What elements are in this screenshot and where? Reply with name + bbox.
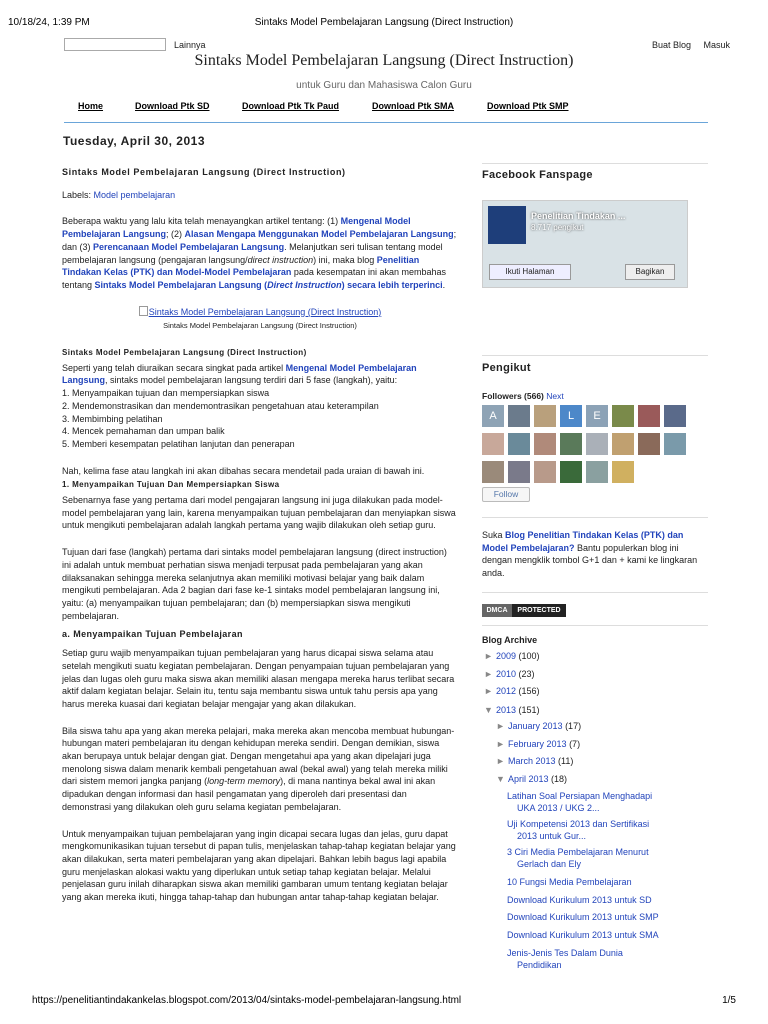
archive-post-link[interactable]: Download Kurikulum 2013 untuk SMA: [507, 930, 659, 940]
followers-label: [482, 391, 564, 401]
follower-avatar[interactable]: [560, 461, 582, 483]
paragraph: Sebenarnya fase yang pertama dari model pengajaran langsung ini juga dilakukan pada model-model pembelajaran yang lain, karena menyampaikan tujuan pembelajaran dan menyiapkan siswa untuk mengikuti pembelajaran adalah langkah pertama yang wajib dilakukan oleh setiap guru.: [62, 495, 456, 531]
nav-download-ptk-tk-paud[interactable]: Download Ptk Tk Paud: [242, 101, 340, 111]
follower-avatar[interactable]: [508, 433, 530, 455]
post-link-line: Pendidikan: [517, 959, 562, 970]
link-mengenal[interactable]: Mengenal Model Pembelajaran Langsung: [62, 216, 411, 240]
sidebar-divider: [482, 592, 708, 593]
section-heading: Sintaks Model Pembelajaran Langsung (Direct Instruction): [62, 348, 307, 358]
archive-year-2012[interactable]: [484, 686, 540, 696]
archive-month-link[interactable]: April 2013: [508, 774, 549, 784]
follower-avatar[interactable]: E: [586, 405, 608, 427]
phases-intro: [62, 362, 458, 451]
broken-image-icon: [139, 306, 148, 316]
post-link-line: UKA 2013 / UKG 2...: [517, 802, 600, 813]
archive-month-link[interactable]: March 2013: [508, 756, 556, 766]
archive-year-link[interactable]: 2009: [496, 651, 517, 661]
follower-avatar[interactable]: [560, 433, 582, 455]
image-alt-text: Sintaks Model Pembelajaran Langsung (Direct Instruction): [148, 306, 382, 317]
expand-arrow-icon[interactable]: ►: [496, 756, 505, 766]
collapse-arrow-icon[interactable]: ▼: [496, 774, 505, 784]
intro-text: ; (2): [166, 229, 185, 240]
phase-item: 4. Mencek pemahaman dan umpan balik: [62, 426, 225, 437]
follower-avatar[interactable]: [534, 461, 556, 483]
suka-blog-link[interactable]: Blog Penelitian Tindakan Kelas (PTK) dan Model Pembelajaran?: [482, 530, 684, 553]
nav-download-ptk-sd[interactable]: Download Ptk SD: [135, 101, 210, 111]
archive-count: (18): [551, 774, 568, 784]
intro-text: pada kesempatan ini akan membahas tentang: [62, 267, 446, 290]
phase1-heading: 1. Menyampaikan Tujuan Dan Mempersiapkan Siswa: [62, 480, 280, 490]
archive-post-link[interactable]: [507, 847, 707, 870]
follower-avatar[interactable]: [508, 405, 530, 427]
intro-italic: direct instruction: [247, 254, 314, 265]
paragraph: [62, 725, 458, 814]
paragraph-text: ), di mana nantinya bekal awal ini akan dipadukan dengan informasi dan hasil pengamatan yang diperoleh dari presentasi dan demonstrasi yang dilakukan oleh guru selama kegiatan pembelajaran.: [62, 776, 436, 812]
expand-arrow-icon[interactable]: ►: [484, 686, 493, 696]
link-alasan[interactable]: Alasan Mengapa Menggunakan Model Pembelajaran Langsung: [184, 229, 454, 240]
expand-arrow-icon[interactable]: ►: [496, 721, 505, 731]
print-title: Sintaks Model Pembelajaran Langsung (Direct Instruction): [254, 17, 514, 28]
labels-prefix: Labels:: [62, 189, 94, 200]
archive-year-2010[interactable]: [484, 669, 535, 679]
nav-divider: [64, 122, 708, 123]
follower-avatar[interactable]: [612, 405, 634, 427]
nav-download-ptk-smp[interactable]: Download Ptk SMP: [487, 101, 569, 111]
facebook-page-name[interactable]: Penelitian Tindakan ...: [531, 211, 626, 221]
link-part: ) secara lebih terperinci: [341, 279, 443, 290]
phase-item: 1. Menyampaikan tujuan dan mempersiapkan siswa: [62, 388, 270, 399]
navbar-search-input[interactable]: [64, 38, 166, 51]
intro-paragraph: [62, 215, 458, 291]
follower-avatar[interactable]: [664, 433, 686, 455]
paragraph: Tujuan dari fase (langkah) pertama dari sintaks model pembelajaran langsung (direct instruction) ini adalah untuk membuat perhatian siswa menjadi terpusat pada pembelajaran yang akan dilaksanakan sehingga mereka selanjutnya akan memiliki motivasi belajar yang baik dalam mengikuti pembelajaran. Ada 2 bagian dari fase ke-1 sintaks model pembelajaran langsung ini, yaitu: (a) menyampaikan tujuan pembelajaran; dan (b) mempersiapkan siswa mengikuti pembelajaran.: [62, 547, 447, 621]
blog-description: untuk Guru dan Mahasiswa Calon Guru: [296, 80, 472, 91]
post-link-line: 3 Ciri Media Pembelajaran Menurut: [507, 847, 649, 857]
paragraph-italic: long-term memory: [207, 776, 281, 787]
navbar-more-link[interactable]: Lainnya: [174, 40, 206, 50]
post-link-line: Jenis-Jenis Tes Dalam Dunia: [507, 948, 623, 958]
archive-year-link[interactable]: 2012: [496, 686, 517, 696]
archive-month-apr-2013[interactable]: [496, 774, 567, 784]
phase-item: 3. Membimbing pelatihan: [62, 413, 163, 424]
nav-home[interactable]: Home: [78, 101, 104, 111]
intro-text: ; dan (3): [62, 229, 457, 252]
followers-count: Followers (566): [482, 391, 544, 401]
intro-text: Beberapa waktu yang lalu kita telah menayangkan artikel tentang: (1): [62, 216, 341, 227]
label-link[interactable]: Model pembelajaran: [93, 189, 176, 200]
follower-avatar[interactable]: [586, 433, 608, 455]
intro-text: . Melanjutkan seri tulisan tentang model pembelajaran langsung (pengajaran langsung/: [62, 241, 443, 265]
date-header: Tuesday, April 30, 2013: [63, 134, 206, 148]
suka-text-part: Bantu populerkan blog ini dengan mengklik tombol G+1 dan + kami ke lingkaran anda.: [482, 542, 698, 579]
image-caption: Sintaks Model Pembelajaran Langsung (Direct Instruction): [163, 321, 357, 331]
nav-download-ptk-sma[interactable]: Download Ptk SMA: [372, 101, 455, 111]
blog-archive-title: Blog Archive: [482, 635, 538, 645]
intro-text: ) ini, maka blog: [313, 254, 377, 265]
follower-avatar[interactable]: [482, 433, 504, 455]
print-url: https://penelitiantindakankelas.blogspot.com/2013/04/sintaks-model-pembelajaran-langsung.html: [32, 995, 462, 1006]
expand-arrow-icon[interactable]: ►: [484, 651, 493, 661]
phase-item: 2. Mendemonstrasikan dan mendemontrasikan pengetahuan atau keterampilan: [62, 400, 379, 411]
facebook-fanspage-title: Facebook Fanspage: [482, 169, 593, 181]
suka-text-part: Suka: [482, 530, 506, 540]
follower-avatar[interactable]: A: [482, 405, 504, 427]
follower-avatar[interactable]: [664, 405, 686, 427]
archive-month-link[interactable]: January 2013: [508, 721, 563, 731]
follower-avatar[interactable]: [482, 461, 504, 483]
followers-next-link[interactable]: Next: [546, 391, 564, 401]
subsection-heading-a: a. Menyampaikan Tujuan Pembelajaran: [62, 629, 243, 640]
archive-year-2013[interactable]: [484, 705, 540, 715]
post-image-placeholder[interactable]: [62, 306, 458, 319]
follower-avatar[interactable]: [612, 461, 634, 483]
paragraph-text: Bila siswa tahu apa yang akan mereka pelajari, maka mereka akan mencoba membuat hubungan-hubungan materi pembelajaran itu dengan kehidupan mereka sendiri. Dengan demikian, siswa akan berupaya untuk belajar dengan giat. Dengan mengetahui apa yang akan dipelajari juga menolong siswa dalam menarik kembali pengetahuan awal (bekal awal) yang telah mereka miliki dari sistem memori jangka panjang (: [62, 725, 455, 787]
post-body: [62, 166, 458, 918]
dmca-protected-label: PROTECTED: [512, 604, 566, 617]
print-datetime: 10/18/24, 1:39 PM: [8, 17, 90, 28]
facebook-follower-count: 8.717 pengikut: [531, 223, 584, 232]
archive-count: (7): [569, 739, 581, 749]
archive-count: (11): [558, 756, 574, 766]
navbar-right: [642, 40, 730, 50]
archive-post-link[interactable]: [507, 791, 707, 814]
archive-year-2009[interactable]: [484, 651, 540, 661]
post-title[interactable]: Sintaks Model Pembelajaran Langsung (Direct Instruction): [62, 167, 346, 177]
archive-count: (100): [518, 651, 540, 661]
archive-month-jan-2013[interactable]: [496, 721, 581, 731]
intro-text: .: [442, 279, 446, 290]
post-link-line: Uji Kompetensi 2013 dan Sertifikasi: [507, 819, 650, 829]
archive-year-link[interactable]: 2013: [496, 705, 517, 715]
post-link-line: Latihan Soal Persiapan Menghadapi: [507, 791, 653, 801]
blog-title[interactable]: Sintaks Model Pembelajaran Langsung (Direct Instruction): [194, 52, 574, 69]
follower-avatar[interactable]: [534, 433, 556, 455]
archive-count: (151): [518, 705, 540, 715]
create-blog-link[interactable]: Buat Blog: [651, 40, 691, 50]
post-link-line: Gerlach dan Ely: [517, 858, 582, 869]
facebook-page-thumbnail: [488, 206, 526, 244]
archive-post-link[interactable]: Download Kurikulum 2013 untuk SMP: [507, 912, 659, 922]
link-mengenal-2[interactable]: Mengenal Model Pembelajaran Langsung: [62, 362, 417, 386]
paragraph: Untuk menyampaikan tujuan pembelajaran yang ingin dicapai secara lugas dan jelas, guru dapat mengkomunikasikan tujuan tersebut di papan tulis, menjelaskan tahap-tahap kegiatan belajar yang akan dilakukan, serta materi pembelajaran yang akan dipelajari. Bahkan lebih bagus lagi apabila guru menjelaskan alokasi waktu yang diperlukan untuk setiap tahap kegiatan belajar. Melalui penjelasan guru inilah diharapkan siswa akan memiliki gambaran umum tentang kegiatan belajar yang akan mereka ikuti, hingga tahap-tahap dan hubungan antar tahap-tahap kegiatan belajar.: [62, 828, 456, 903]
pengikut-title: Pengikut: [482, 362, 531, 374]
post-labels: [62, 189, 458, 202]
link-part: Sintaks Model Pembelajaran Langsung (: [94, 279, 268, 290]
archive-post-link[interactable]: [507, 819, 707, 842]
facebook-page-widget[interactable]: [482, 200, 688, 288]
dmca-badge[interactable]: [482, 604, 566, 617]
link-perencanaan[interactable]: Perencanaan Model Pembelajaran Langsung: [93, 241, 285, 252]
follower-avatar[interactable]: [508, 461, 530, 483]
follower-avatar[interactable]: [638, 433, 660, 455]
follower-avatar[interactable]: [638, 405, 660, 427]
follower-avatar[interactable]: [534, 405, 556, 427]
sidebar-divider: [482, 163, 708, 164]
collapse-arrow-icon[interactable]: ▼: [484, 705, 493, 715]
archive-count: (23): [518, 669, 535, 679]
archive-post-link[interactable]: [507, 948, 707, 971]
follower-avatar[interactable]: [586, 461, 608, 483]
link-blog-ptk[interactable]: Penelitian Tindakan Kelas (PTK) dan Model-Model Pembelajaran: [62, 254, 420, 278]
link-sintaks[interactable]: [95, 280, 443, 290]
archive-post-link[interactable]: Download Kurikulum 2013 untuk SD: [507, 895, 652, 905]
archive-year-link[interactable]: 2010: [496, 669, 517, 679]
follower-avatar[interactable]: [612, 433, 634, 455]
post-link-line: 2013 untuk Gur...: [517, 830, 587, 841]
facebook-follow-button[interactable]: Ikuti Halaman: [489, 264, 571, 280]
phases-text: Seperti yang telah diuraikan secara singkat pada artikel: [62, 362, 286, 373]
dmca-label: DMCA: [482, 604, 512, 617]
phases-text: , sintaks model pembelajaran langsung terdiri dari 5 fase (langkah), yaitu:: [105, 375, 398, 386]
sidebar-divider: [482, 517, 708, 518]
archive-month-mar-2013[interactable]: [496, 756, 573, 766]
expand-arrow-icon[interactable]: ►: [484, 669, 493, 679]
print-page-number: 1/5: [722, 995, 736, 1006]
archive-post-link[interactable]: 10 Fungsi Media Pembelajaran: [507, 877, 632, 887]
archive-count: (17): [565, 721, 582, 731]
link-part: Direct Instruction: [267, 279, 342, 290]
archive-count: (156): [518, 686, 540, 696]
sidebar-divider: [482, 625, 708, 626]
sign-in-link[interactable]: Masuk: [703, 40, 730, 50]
expand-arrow-icon[interactable]: ►: [496, 739, 505, 749]
paragraph-next: Nah, kelima fase atau langkah ini akan dibahas secara mendetail pada uraian di bawah ini.: [62, 465, 425, 476]
follow-button[interactable]: Follow: [482, 487, 530, 502]
sidebar-divider: [482, 355, 708, 356]
archive-month-feb-2013[interactable]: [496, 739, 580, 749]
follower-avatar[interactable]: L: [560, 405, 582, 427]
archive-month-link[interactable]: February 2013: [508, 739, 567, 749]
suka-text: [482, 529, 708, 580]
paragraph: Setiap guru wajib menyampaikan tujuan pembelajaran yang harus dicapai siswa selama atau setelah mengikuti suatu kegiatan pembelajaran. Dengan penyampaian tujuan pembelajaran yang jelas dan lugas oleh guru maka siswa akan memiliki alasan mengapa mereka harus terlibat secara aktif dalam kegiatan belajar. Selain itu, tentu saja membantu siswa untuk tahu persis apa yang harus mereka kuasai dari kegiatan belajar mengajar yang akan dilakukan.: [62, 648, 455, 709]
facebook-share-button[interactable]: Bagikan: [625, 264, 675, 280]
phase-item: 5. Memberi kesempatan pelatihan lanjutan dan penerapan: [62, 438, 295, 449]
